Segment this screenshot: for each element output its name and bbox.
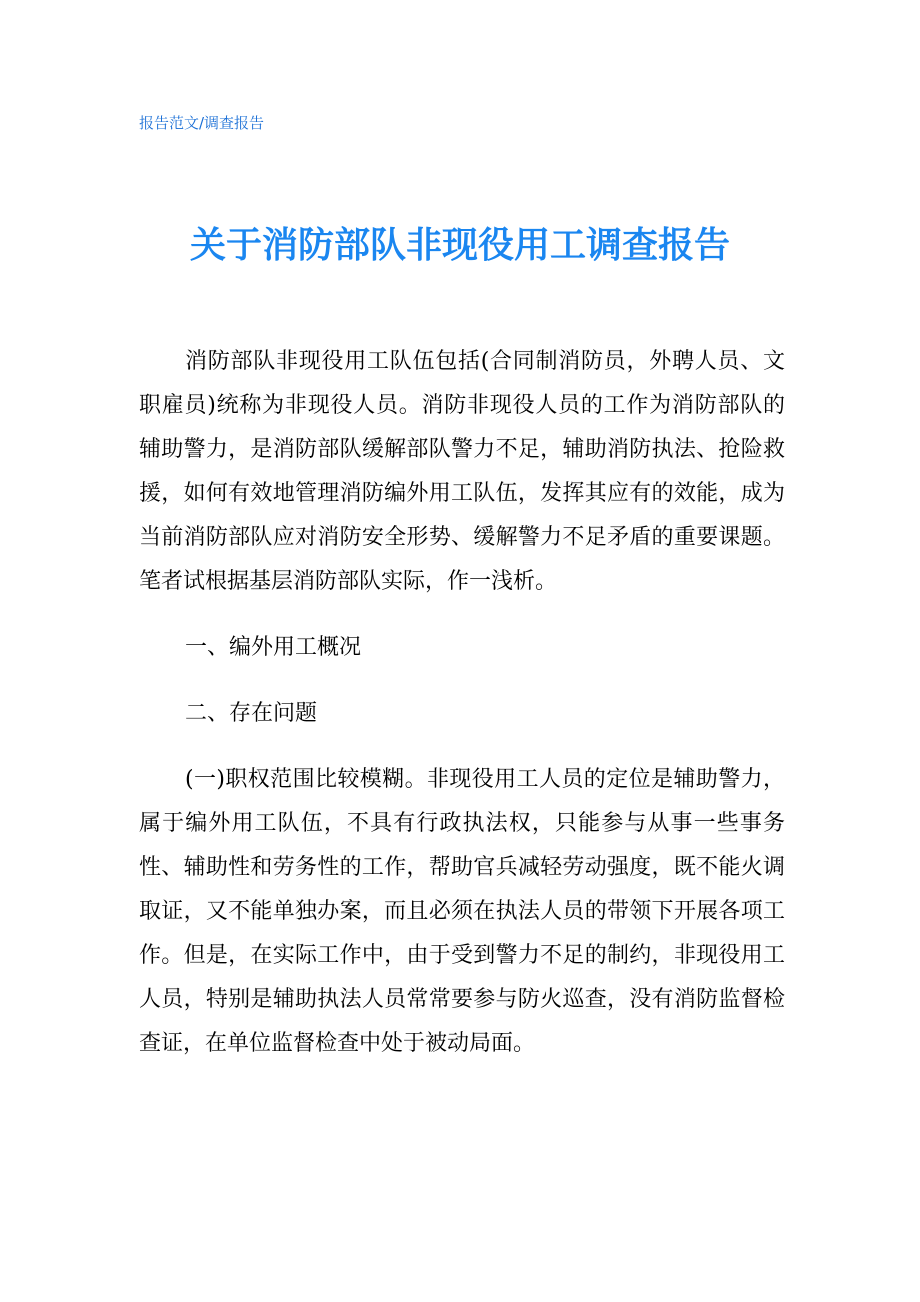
page-title: 关于消防部队非现役用工调查报告 xyxy=(189,225,730,266)
paragraph-intro: 消防部队非现役用工队伍包括(合同制消防员，外聘人员、文职雇员)统称为非现役人员。消防非现役人员的工作为消防部队的辅助警力，是消防部队缓解部队警力不足，辅助消防执法、抢险救援，如何有效地管理消防编外用工队伍，发挥其应有的效能，成为当前消防部队应对消防安全形势、缓解警力不足矛盾的重要课题。笔者试根据基层消防部队实际，作一浅析。 xyxy=(139,349,785,594)
paragraph-issue-1: (一)职权范围比较模糊。非现役用工人员的定位是辅助警力，属于编外用工队伍，不具有行政执法权，只能参与从事一些事务性、辅助性和劳务性的工作，帮助官兵减轻劳动强度，既不能火调取证，又不能单独办案，而且必须在执法人员的带领下开展各项工作。但是，在实际工作中，由于受到警力不足的制约，非现役用工人员，特别是辅助执法人员常常要参与防火巡查，没有消防监督检查证，在单位监督检查中处于被动局面。 xyxy=(139,767,785,1056)
breadcrumb[interactable]: 报告范文/调查报告 xyxy=(139,114,265,132)
article-body xyxy=(139,340,785,1066)
heading-section-2: 二、存在问题 xyxy=(185,701,318,726)
heading-section-1: 一、编外用工概况 xyxy=(185,635,362,660)
